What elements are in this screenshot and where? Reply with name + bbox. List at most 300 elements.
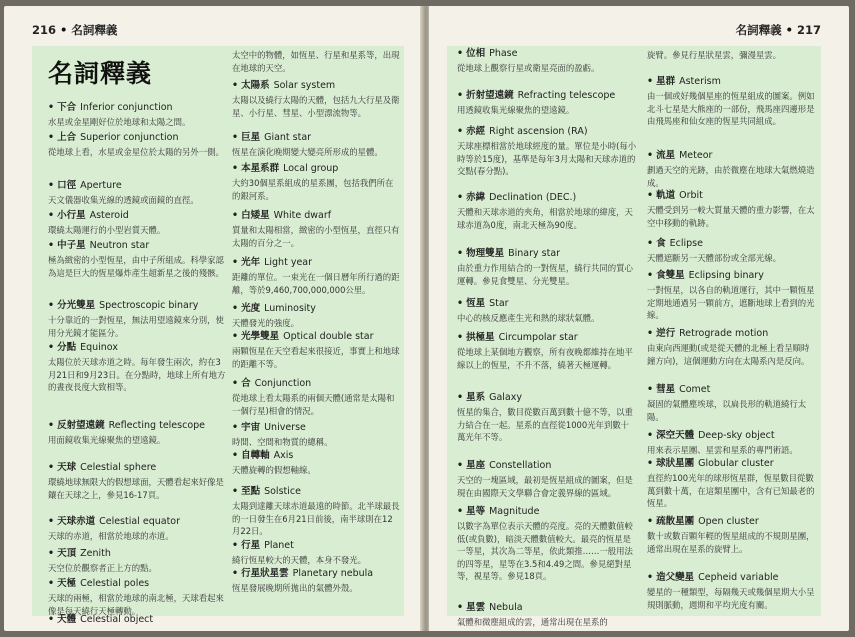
term-chinese: 位相 xyxy=(466,48,486,59)
glossary-entry xyxy=(232,540,400,567)
term-definition: 繞行恆星較大的天體，本身不發光。 xyxy=(232,555,366,565)
term-english: Cepheid variable xyxy=(698,572,779,583)
term-definition: 距離的單位。一束光在一個日曆年所行過的距離，等於9,460,700,000,000公里。 xyxy=(232,272,400,295)
term-definition: 兩顆恆星在天空看起來很接近，事實上和地球的距離不等。 xyxy=(232,346,400,369)
glossary-term xyxy=(232,331,400,343)
glossary-entry xyxy=(457,506,637,583)
term-chinese: 白矮星 xyxy=(241,210,270,221)
term-english: Celestial object xyxy=(80,614,154,625)
term-chinese: 球狀星團 xyxy=(656,458,695,469)
term-definition: 數十或數百顆年輕的恆星組成的不規則星團，通常出現在星系的旋臂上。 xyxy=(647,531,815,554)
term-english: Zenith xyxy=(80,548,111,559)
term-english: Solar system xyxy=(273,80,336,91)
bullet-icon: • xyxy=(48,462,55,473)
bullet-icon: • xyxy=(48,548,55,559)
bullet-icon: • xyxy=(647,572,654,583)
term-definition: 天文儀器收集光線的透鏡或面鏡的直徑。 xyxy=(48,195,199,205)
term-definition: 環繞地球無限大的假想球面，天體看起來好像是鑲在天球之上，參見16-17頁。 xyxy=(48,477,224,500)
glossary-term xyxy=(48,180,226,192)
term-chinese: 光年 xyxy=(241,257,261,268)
glossary-term xyxy=(48,342,226,354)
glossary-entry xyxy=(647,190,817,229)
bullet-icon: • xyxy=(48,132,55,143)
term-chinese: 彗星 xyxy=(656,384,676,395)
glossary-entry xyxy=(48,240,226,279)
bullet-icon: • xyxy=(48,614,55,625)
glossary-term xyxy=(457,126,637,138)
bullet-icon: • xyxy=(457,392,464,403)
bullet-icon: • xyxy=(232,132,239,143)
right-section-title: 名詞釋義 xyxy=(735,23,782,37)
term-english: Eclipsing binary xyxy=(688,270,764,281)
glossary-term xyxy=(232,486,400,498)
term-english: Asterism xyxy=(679,76,721,87)
glossary-entry xyxy=(457,48,637,75)
glossary-term xyxy=(457,90,637,102)
term-definition: 變星的一種類型，每隔幾天或幾個星期大小呈規則脈動，週期和平均光度有關。 xyxy=(647,587,815,610)
term-chinese: 自轉軸 xyxy=(241,450,270,461)
term-english: Eclipse xyxy=(669,238,703,249)
term-chinese: 天球赤道 xyxy=(57,516,96,527)
bullet-icon: • xyxy=(457,126,464,137)
bullet-icon: • xyxy=(457,332,464,343)
glossary-entry xyxy=(48,300,226,339)
term-english: Refracting telescope xyxy=(517,90,616,101)
glossary-term xyxy=(232,80,400,92)
glossary-entry xyxy=(647,49,817,62)
glossary-term xyxy=(647,238,817,250)
glossary-term xyxy=(48,300,226,312)
bullet-icon: • xyxy=(647,458,654,469)
term-chinese: 星座 xyxy=(466,460,486,471)
glossary-term xyxy=(457,298,637,310)
glossary-entry xyxy=(647,516,817,555)
glossary-term xyxy=(457,248,637,260)
glossary-term xyxy=(48,578,226,590)
glossary-term xyxy=(48,132,226,144)
term-chinese: 本星系群 xyxy=(241,163,280,174)
glossary-term xyxy=(457,192,637,204)
bullet-icon: • xyxy=(232,303,239,314)
bullet-icon: • xyxy=(232,80,239,91)
glossary-entry xyxy=(232,210,400,249)
term-definition: 用面鏡收集光線聚焦的望遠鏡。 xyxy=(48,435,166,445)
term-definition: 太空中的物體，如恆星、行星和星系等，出現在地球的天空。 xyxy=(232,50,400,73)
term-definition: 從地球上觀察行星或衛星亮面的盈虧。 xyxy=(457,63,600,73)
glossary-entry xyxy=(647,238,817,265)
bullet-icon: • xyxy=(232,450,239,461)
term-english: Celestial equator xyxy=(99,516,181,527)
term-english: Celestial sphere xyxy=(80,462,157,473)
term-definition: 環繞太陽運行的小型岩質天體。 xyxy=(48,225,166,235)
glossary-entry xyxy=(457,298,637,325)
term-definition: 從地球上某個地方觀察，所有夜晚都維持在地平線以上的恆星，不升不落，繞著天極運轉。 xyxy=(457,347,633,370)
glossary-entry xyxy=(457,126,637,178)
term-definition: 直徑約100光年的球形恆星群，恆星數目從數萬到數十萬，在這類星團中，含有已知最老的恆星。 xyxy=(647,473,815,509)
glossary-term xyxy=(48,420,226,432)
glossary-term xyxy=(48,210,226,222)
term-english: Luminosity xyxy=(264,303,316,314)
glossary-entry xyxy=(647,270,817,322)
bullet-icon: • xyxy=(48,180,55,191)
right-page-number: 217 xyxy=(796,23,821,37)
term-definition: 由一個或好幾個星座的恆星組成的圖案。例如北斗七星是大熊座的一部份，飛馬座四邊形是由飛馬座和仙女座的恆星共同組成。 xyxy=(647,91,815,127)
glossary-big-title: 名詞釋義 xyxy=(48,59,153,88)
term-definition: 氣體和微塵組成的雲，通常出現在星系的 xyxy=(457,617,608,627)
term-chinese: 造父變星 xyxy=(656,572,695,583)
term-definition: 劃過天空的光跡，由於微塵在地球大氣燃燒造成。 xyxy=(647,165,815,188)
bullet-icon: • xyxy=(457,298,464,309)
glossary-entry xyxy=(457,460,637,499)
term-chinese: 深空天體 xyxy=(656,430,695,441)
term-chinese: 合 xyxy=(241,378,251,389)
term-definition: 從地球上看太陽系的兩個天體(通常是太陽和一個行星)相會的情況。 xyxy=(232,393,395,416)
term-definition: 太陽以及繞行太陽的天體，包括九大行星及衛星、小行星、彗星、小型漂流物等。 xyxy=(232,95,400,118)
glossary-entry xyxy=(457,602,637,629)
term-english: Orbit xyxy=(679,190,703,201)
term-english: Phase xyxy=(489,48,518,59)
glossary-entry xyxy=(647,150,817,189)
term-english: Planetary nebula xyxy=(292,568,374,579)
term-chinese: 巨星 xyxy=(241,132,261,143)
term-english: Conjunction xyxy=(254,378,312,389)
term-english: Nebula xyxy=(489,602,523,613)
bullet-icon: • xyxy=(48,578,55,589)
glossary-entry xyxy=(647,328,817,367)
glossary-term xyxy=(457,48,637,60)
glossary-entry xyxy=(232,80,400,119)
glossary-entry xyxy=(48,462,226,501)
term-chinese: 疏散星團 xyxy=(656,516,695,527)
glossary-term xyxy=(647,328,817,340)
term-definition: 天體發光的強度。 xyxy=(232,318,299,328)
term-definition: 天體和天球赤道的夾角，相當於地球的緯度，天球赤道為0度，南北天極為90度。 xyxy=(457,207,633,230)
term-english: Galaxy xyxy=(489,392,522,403)
left-section-title: 名詞釋義 xyxy=(71,23,118,37)
bullet-icon: • xyxy=(232,210,239,221)
term-definition: 天球座標相當於地球經度的量。單位是小時(每小時等於15度)，基準是每年3月太陽和天球赤道的交點(春分點)。 xyxy=(457,141,637,177)
glossary-term xyxy=(232,132,400,144)
term-english: Inferior conjunction xyxy=(80,102,173,113)
term-definition: 恆星發展晚期所拋出的氣體外殼。 xyxy=(232,583,358,593)
bullet-icon: • xyxy=(647,238,654,249)
term-english: Constellation xyxy=(489,460,552,471)
term-definition: 一對恆星，以各自的軌道運行，其中一顆恆星定期地通過另一顆前方，遮斷地球上看到的光線。 xyxy=(647,285,815,321)
term-chinese: 反射望遠鏡 xyxy=(57,420,105,431)
term-english: Globular cluster xyxy=(698,458,774,469)
glossary-term xyxy=(232,568,400,580)
bullet-icon: • xyxy=(457,192,464,203)
term-english: Neutron star xyxy=(89,240,150,251)
glossary-term xyxy=(48,614,226,626)
left-page-header xyxy=(32,22,117,38)
left-glossary-panel xyxy=(32,46,404,625)
glossary-term xyxy=(457,460,637,472)
term-definition: 太陽到達離天球赤道最遠的時節。北半球最長的一日發生在6月21日前後，南半球則在12月22日。 xyxy=(232,501,400,537)
glossary-term xyxy=(48,548,226,560)
glossary-term xyxy=(647,572,817,584)
bullet-icon: • xyxy=(457,602,464,613)
glossary-entry xyxy=(647,76,817,128)
term-english: Right ascension (RA) xyxy=(489,126,588,137)
term-english: Retrograde motion xyxy=(679,328,769,339)
glossary-entry xyxy=(48,210,226,237)
term-english: Asteroid xyxy=(89,210,129,221)
bullet-icon: • xyxy=(48,516,55,527)
bullet-icon: • xyxy=(457,506,464,517)
term-english: Circumpolar star xyxy=(498,332,578,343)
term-english: Universe xyxy=(264,422,306,433)
glossary-entry xyxy=(48,548,226,575)
term-chinese: 星雲 xyxy=(466,602,486,613)
term-definition: 從地球上看，水星或金星位於太陽的另外一側。 xyxy=(48,147,224,157)
bullet-icon: • xyxy=(232,422,239,433)
term-definition: 由東向西運動(或是從天體的北極上看呈順時鐘方向)，這個運動方向在太陽系內是反向。 xyxy=(647,343,810,366)
glossary-term xyxy=(48,240,226,252)
glossary-entry xyxy=(232,422,400,449)
term-english: Celestial poles xyxy=(80,578,150,589)
term-chinese: 宇宙 xyxy=(241,422,261,433)
term-definition: 由於重力作用結合的一對恆星，繞行共同的質心運轉。參見食雙星、分光雙星。 xyxy=(457,263,633,286)
bullet-icon: • xyxy=(647,430,654,441)
term-chinese: 行星 xyxy=(241,540,261,551)
bullet-icon: • xyxy=(647,150,654,161)
term-english: Local group xyxy=(283,163,339,174)
term-chinese: 太陽系 xyxy=(241,80,270,91)
glossary-entry xyxy=(232,303,400,330)
bullet-icon: • xyxy=(232,257,239,268)
glossary-term xyxy=(647,516,817,528)
term-definition: 以數字為單位表示天體的亮度。亮的天體數值較低(或負數)，暗淡天體數值較大。最亮的恆星是一等星，其次為二等星，依此類推……一般用法的四等星，星等在3.5和4.49之間。參見絕對星等，視星等。參見18頁。 xyxy=(457,521,633,582)
term-definition: 天球的兩極，相當於地球的南北極，天球看起來像是每天繞行天極轉動。 xyxy=(48,593,224,616)
term-english: Meteor xyxy=(679,150,713,161)
bullet-icon: • xyxy=(457,48,464,59)
glossary-term xyxy=(457,332,637,344)
term-chinese: 恆星 xyxy=(466,298,486,309)
left-page-number: 216 xyxy=(32,23,57,37)
glossary-term xyxy=(232,257,400,269)
glossary-entry xyxy=(232,257,400,296)
glossary-entry xyxy=(48,516,226,543)
glossary-entry xyxy=(48,102,226,129)
term-chinese: 光學雙星 xyxy=(241,331,280,342)
glossary-entry xyxy=(232,568,400,595)
right-glossary-panel xyxy=(447,46,821,627)
term-chinese: 物理雙星 xyxy=(466,248,505,259)
glossary-term xyxy=(232,210,400,222)
term-chinese: 逆行 xyxy=(656,328,676,339)
term-chinese: 折射望遠鏡 xyxy=(466,90,514,101)
glossary-entry xyxy=(232,450,400,477)
bullet-icon: • xyxy=(232,331,239,342)
glossary-entry xyxy=(647,572,817,611)
term-chinese: 星等 xyxy=(466,506,486,517)
glossary-term xyxy=(232,303,400,315)
glossary-term xyxy=(647,458,817,470)
right-page xyxy=(429,6,849,631)
term-definition: 用透鏡收集光線聚焦的望遠鏡。 xyxy=(457,105,575,115)
bullet-icon: • xyxy=(647,328,654,339)
term-english: Planet xyxy=(264,540,294,551)
glossary-term xyxy=(48,516,226,528)
glossary-entry xyxy=(647,458,817,510)
term-english: Declination (DEC.) xyxy=(489,192,577,203)
term-definition: 恆星的集合，數目從數百萬到數十億不等，以重力結合在一起。星系的直徑從1000光年到數十萬光年不等。 xyxy=(457,407,633,443)
bullet-icon: • xyxy=(48,240,55,251)
glossary-entry xyxy=(232,49,400,74)
bullet-icon: • xyxy=(232,486,239,497)
term-english: Spectroscopic binary xyxy=(99,300,199,311)
glossary-entry xyxy=(457,90,637,117)
term-chinese: 中子星 xyxy=(57,240,86,251)
bullet-icon: • xyxy=(48,102,55,113)
term-chinese: 口徑 xyxy=(57,180,77,191)
term-english: Superior conjunction xyxy=(80,132,179,143)
glossary-term xyxy=(457,392,637,404)
glossary-term xyxy=(232,540,400,552)
term-english: Solstice xyxy=(264,486,301,497)
term-english: Giant star xyxy=(264,132,312,143)
bullet-icon: • xyxy=(647,190,654,201)
term-definition: 時間、空間和物質的總稱。 xyxy=(232,437,333,447)
glossary-term xyxy=(232,163,400,175)
glossary-term xyxy=(232,422,400,434)
glossary-term xyxy=(647,430,817,442)
left-page xyxy=(4,6,424,631)
term-definition: 質量和太陽相當，緻密的小型恆星，直徑只有太陽的百分之一。 xyxy=(232,225,400,248)
glossary-entry xyxy=(647,430,817,457)
term-chinese: 分光雙星 xyxy=(57,300,96,311)
term-definition: 天體旋轉的假想軸線。 xyxy=(232,465,316,475)
bullet-icon: • xyxy=(48,300,55,311)
glossary-term xyxy=(457,602,637,614)
term-definition: 大約30個星系組成的星系團，包括我們所在的銀河系。 xyxy=(232,178,394,201)
glossary-term xyxy=(647,190,817,202)
term-chinese: 軌道 xyxy=(656,190,676,201)
glossary-entry xyxy=(48,132,226,159)
term-definition: 用來表示星團、星雲和星系的專門術語。 xyxy=(647,445,798,455)
bullet-icon: • xyxy=(457,460,464,471)
term-english: Aperture xyxy=(80,180,122,191)
term-chinese: 天球 xyxy=(57,462,77,473)
bullet-icon: • xyxy=(457,248,464,259)
term-definition: 太陽位於天球赤道之時。每年發生兩次，約在3月21日和9月23日。在分點時，地球上所有地方的晝夜長度大致相等。 xyxy=(48,357,226,393)
glossary-entry xyxy=(457,332,637,371)
term-definition: 凝固的氣體塵埃球，以扁長形的軌道繞行太陽。 xyxy=(647,399,807,422)
glossary-entry xyxy=(48,614,226,626)
glossary-term xyxy=(232,378,400,390)
term-definition: 恆星在演化晚期變大變亮所形成的星體。 xyxy=(232,147,383,157)
glossary-term xyxy=(232,450,400,462)
term-english: Light year xyxy=(264,257,313,268)
term-english: White dwarf xyxy=(273,210,332,221)
glossary-entry xyxy=(232,132,400,159)
term-chinese: 天極 xyxy=(57,578,77,589)
bullet-icon: • xyxy=(232,540,239,551)
glossary-entry xyxy=(48,578,226,617)
term-chinese: 食 xyxy=(656,238,666,249)
term-english: Magnitude xyxy=(489,506,540,517)
glossary-entry xyxy=(457,192,637,231)
term-chinese: 至點 xyxy=(241,486,261,497)
bullet-icon: • xyxy=(48,210,55,221)
term-chinese: 分點 xyxy=(57,342,77,353)
term-english: Axis xyxy=(273,450,294,461)
glossary-entry xyxy=(232,331,400,370)
term-chinese: 食雙星 xyxy=(656,270,685,281)
bullet-icon: • xyxy=(457,90,464,101)
glossary-term xyxy=(647,384,817,396)
term-chinese: 天體 xyxy=(57,614,77,625)
bullet-icon: • xyxy=(232,378,239,389)
term-chinese: 小行星 xyxy=(57,210,86,221)
glossary-entry xyxy=(48,342,226,394)
bullet-icon: • xyxy=(647,270,654,281)
term-definition: 天空位於觀察者正上方的點。 xyxy=(48,563,157,573)
term-english: Open cluster xyxy=(698,516,759,527)
term-chinese: 星系 xyxy=(466,392,486,403)
term-chinese: 行星狀星雲 xyxy=(241,568,289,579)
term-definition: 天體受到另一較大質量天體的重力影響，在太空中移動的軌跡。 xyxy=(647,205,815,228)
term-chinese: 赤緯 xyxy=(466,192,486,203)
glossary-entry xyxy=(647,384,817,423)
term-definition: 天體遮斷另一天體部份或全部光線。 xyxy=(647,253,781,263)
term-definition: 天空的一塊區域，最初是恆星組成的圖案，但是現在由國際天文學聯合會定義界線的區域。 xyxy=(457,475,633,498)
header-bullet: • xyxy=(60,23,68,37)
glossary-term xyxy=(48,462,226,474)
term-english: Deep-sky object xyxy=(698,430,775,441)
glossary-term xyxy=(48,102,226,114)
glossary-entry xyxy=(457,392,637,444)
bullet-icon: • xyxy=(647,516,654,527)
bullet-icon: • xyxy=(232,568,239,579)
term-definition: 天球的赤道，相當於地球的赤道。 xyxy=(48,531,174,541)
term-chinese: 下合 xyxy=(57,102,77,113)
term-chinese: 流星 xyxy=(656,150,676,161)
term-definition: 中心的核反應產生光和熱的球狀氣體。 xyxy=(457,313,600,323)
term-chinese: 赤經 xyxy=(466,126,486,137)
header-bullet: • xyxy=(785,23,793,37)
term-english: Reflecting telescope xyxy=(108,420,206,431)
term-english: Optical double star xyxy=(283,331,374,342)
term-chinese: 天頂 xyxy=(57,548,77,559)
term-chinese: 光度 xyxy=(241,303,261,314)
bullet-icon: • xyxy=(647,76,654,87)
term-definition: 極為緻密的小型恆星，由中子所組成。科學家認為這是巨大的恆星爆炸產生超新星之後的殘骸。 xyxy=(48,255,224,278)
glossary-entry xyxy=(48,180,226,207)
glossary-term xyxy=(647,270,817,282)
bullet-icon: • xyxy=(647,384,654,395)
term-chinese: 星群 xyxy=(656,76,676,87)
glossary-term xyxy=(647,150,817,162)
term-english: Binary star xyxy=(508,248,561,259)
glossary-entry xyxy=(232,486,400,538)
glossary-entry xyxy=(232,378,400,417)
bullet-icon: • xyxy=(48,420,55,431)
glossary-term xyxy=(647,76,817,88)
term-english: Star xyxy=(489,298,509,309)
term-english: Equinox xyxy=(80,342,118,353)
term-chinese: 拱極星 xyxy=(466,332,495,343)
glossary-term xyxy=(457,506,637,518)
glossary-entry xyxy=(232,163,400,202)
bullet-icon: • xyxy=(232,163,239,174)
bullet-icon: • xyxy=(48,342,55,353)
term-definition: 水星或金星剛好位於地球和太陽之間。 xyxy=(48,117,191,127)
glossary-entry xyxy=(457,248,637,287)
right-page-header xyxy=(736,22,821,38)
term-definition: 旋臂。參見行星狀星雲，彌漫星雲。 xyxy=(647,50,781,60)
